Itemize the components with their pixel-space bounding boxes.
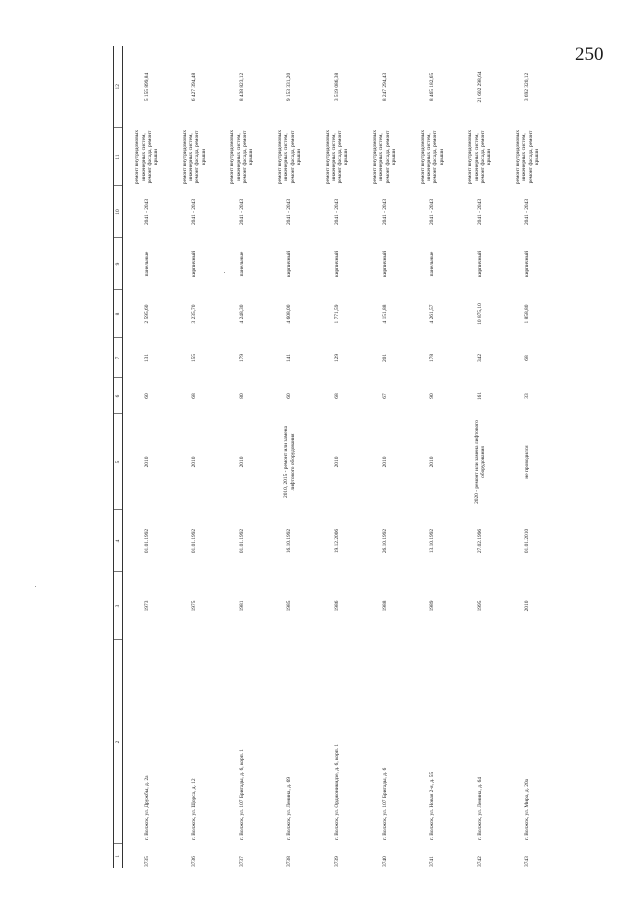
address-cell: г. Волжск, ул. Дружбы, д. 2а: [143, 775, 150, 840]
scan-speck: [224, 272, 225, 273]
scan-speck: [35, 586, 36, 587]
rotated-table-wrapper: [113, 46, 564, 868]
col7-cell: 342: [476, 353, 483, 363]
col7-cell: 129: [334, 353, 341, 363]
walls-cell: кирпичный: [524, 250, 531, 278]
col7-cell: 201: [381, 353, 388, 363]
col7-cell: 179: [238, 353, 245, 363]
table-row: [361, 46, 409, 868]
repair-cell: 2010: [429, 456, 436, 468]
year-cell: 1995: [476, 600, 483, 612]
repair-cell: 2010, 2015 - ремонт или замена лифтового оборудования: [283, 426, 296, 498]
row-number: 3738: [286, 856, 293, 867]
area-cell: 1 771,59: [334, 304, 341, 324]
walls-cell: кирпичный: [286, 250, 293, 278]
row-number: 3742: [476, 856, 483, 867]
row-number: 3737: [238, 856, 245, 867]
address-cell: г. Волжск, ул. Мира, д. 20а: [524, 778, 531, 840]
year-cell: 1981: [238, 600, 245, 612]
period-cell: 2041 - 2043: [191, 198, 198, 226]
address-cell: г. Волжск, ул. Новая 2-я, д. 55: [429, 771, 436, 840]
period-cell: 2041 - 2043: [143, 198, 150, 226]
column-header: 9: [114, 238, 123, 290]
row-number: 3735: [143, 856, 150, 867]
column-number-row: [114, 46, 123, 868]
works-cell: ремонт внутридомовых инженерных систем, ремонт фасада, ремонт крыши: [467, 129, 493, 185]
cost-cell: 3 519 086,38: [334, 72, 341, 102]
year-cell: 1985: [286, 600, 293, 612]
table-row: [313, 46, 361, 868]
address-cell: г. Волжск, ул. Ленина, д. 69: [286, 777, 293, 840]
column-header: 7: [114, 338, 123, 378]
period-cell: 2041 - 2043: [524, 198, 531, 226]
address-cell: г. Волжск, ул. 107 Бригады, д. 6, корп. 1: [238, 749, 245, 840]
period-cell: 2041 - 2043: [286, 198, 293, 226]
walls-cell: панельные: [143, 251, 150, 277]
col6-cell: 68: [334, 393, 341, 399]
date-cell: 13.10.1992: [429, 528, 436, 554]
column-header: 4: [114, 510, 123, 572]
cost-cell: 8 465 182,65: [429, 72, 436, 102]
date-cell: 01.01.2010: [524, 528, 531, 554]
repair-cell: не проводился: [524, 445, 531, 479]
col7-cell: 155: [191, 353, 198, 363]
date-cell: 26.10.1992: [381, 528, 388, 554]
col6-cell: 60: [286, 393, 293, 399]
column-header: 6: [114, 378, 123, 414]
date-cell: 27.02.1996: [476, 528, 483, 554]
works-cell: ремонт внутридомовых инженерных систем, ремонт фасада, ремонт крыши: [134, 129, 160, 185]
year-cell: 1989: [429, 600, 436, 612]
walls-cell: панельные: [429, 251, 436, 277]
area-cell: 4 248,30: [238, 304, 245, 324]
column-header: 8: [114, 290, 123, 338]
walls-cell: кирпичный: [381, 250, 388, 278]
housing-register-table: [113, 46, 551, 868]
col6-cell: 60: [143, 393, 150, 399]
column-header: 2: [114, 640, 123, 844]
repair-cell: 2020 - ремонт или замена лифтового оборудования: [473, 420, 486, 504]
row-number: 3736: [191, 856, 198, 867]
repair-cell: 2010: [191, 456, 198, 468]
address-cell: г. Волжск, ул. Щорса, д. 12: [191, 778, 198, 840]
column-header: 5: [114, 414, 123, 510]
year-cell: 1973: [143, 600, 150, 612]
date-cell: 19.12.2006: [334, 528, 341, 554]
row-number: 3739: [334, 856, 341, 867]
area-cell: 3 235,70: [191, 304, 198, 324]
works-cell: ремонт внутридомовых инженерных систем, ремонт фасада, ремонт крыши: [229, 129, 255, 185]
cost-cell: 8 438 823,12: [238, 72, 245, 102]
col6-cell: 67: [381, 393, 388, 399]
col6-cell: 80: [238, 393, 245, 399]
walls-cell: кирпичный: [191, 250, 198, 278]
table-row: [409, 46, 457, 868]
works-cell: ремонт внутридомовых инженерных систем, ремонт фасада, ремонт крыши: [372, 129, 398, 185]
walls-cell: кирпичный: [476, 250, 483, 278]
walls-cell: панельные: [238, 251, 245, 277]
col7-cell: 141: [286, 353, 293, 363]
address-cell: г. Волжск, ул. Орджоникидзе, д. 6, корп. 1: [334, 743, 341, 840]
period-cell: 2041 - 2043: [476, 198, 483, 226]
period-cell: 2041 - 2043: [429, 198, 436, 226]
works-cell: ремонт внутридомовых инженерных систем, ремонт фасада, ремонт крыши: [181, 129, 207, 185]
column-header: 11: [114, 128, 123, 186]
year-cell: 1988: [381, 600, 388, 612]
cost-cell: 9 153 331,20: [286, 72, 293, 102]
works-cell: ремонт внутридомовых инженерных систем, ремонт фасада, ремонт крыши: [419, 129, 445, 185]
area-cell: 10 875,10: [476, 303, 483, 325]
col7-cell: 178: [429, 353, 436, 363]
cost-cell: 6 427 394,48: [191, 72, 198, 102]
address-cell: г. Волжск, ул. 107 Бригады, д. 6: [381, 767, 388, 840]
date-cell: 01.01.1992: [191, 528, 198, 554]
table-row: [266, 46, 314, 868]
row-number: 3740: [381, 856, 388, 867]
repair-cell: 2010: [334, 456, 341, 468]
year-cell: 1986: [334, 600, 341, 612]
table-row: [504, 46, 552, 868]
works-cell: ремонт внутридомовых инженерных систем, ремонт фасада, ремонт крыши: [324, 129, 350, 185]
col7-cell: 68: [524, 355, 531, 361]
cost-cell: 8 247 294,43: [381, 72, 388, 102]
period-cell: 2041 - 2043: [381, 198, 388, 226]
area-cell: 4 151,88: [381, 304, 388, 324]
period-cell: 2041 - 2043: [334, 198, 341, 226]
row-number: 3741: [429, 856, 436, 867]
cost-cell: 5 155 899,84: [143, 72, 150, 102]
address-cell: г. Волжск, ул. Ленина, д. 64: [476, 777, 483, 840]
table-row: [456, 46, 504, 868]
col6-cell: 33: [524, 393, 531, 399]
cost-cell: 3 692 320,12: [524, 72, 531, 102]
repair-cell: 2010: [238, 456, 245, 468]
repair-cell: 2010: [381, 456, 388, 468]
walls-cell: кирпичный: [334, 250, 341, 278]
year-cell: 2010: [524, 600, 531, 612]
area-cell: 2 595,60: [143, 304, 150, 324]
area-cell: 4 608,00: [286, 304, 293, 324]
works-cell: ремонт внутридомовых инженерных систем, ремонт фасада, ремонт крыши: [514, 129, 540, 185]
works-cell: ремонт внутридомовых инженерных систем, ремонт фасада, ремонт крыши: [276, 129, 302, 185]
row-number: 3743: [524, 856, 531, 867]
col7-cell: 131: [143, 353, 150, 363]
col6-cell: 161: [476, 391, 483, 401]
column-header: 12: [114, 46, 123, 128]
col6-cell: 90: [429, 393, 436, 399]
area-cell: 1 858,80: [524, 304, 531, 324]
column-header: 3: [114, 572, 123, 640]
date-cell: 01.01.1992: [143, 528, 150, 554]
rotated-table-sheet: [113, 46, 564, 868]
table-row: [218, 46, 266, 868]
period-cell: 2041 - 2043: [238, 198, 245, 226]
page-number: 250: [575, 44, 604, 65]
repair-cell: 2010: [143, 456, 150, 468]
col6-cell: 68: [191, 393, 198, 399]
cost-cell: 21 602 298,64: [476, 71, 483, 103]
column-header: 10: [114, 186, 123, 238]
table-row: [171, 46, 219, 868]
area-cell: 4 261,57: [429, 304, 436, 324]
table-row: [123, 46, 171, 868]
column-header: 1: [114, 844, 123, 868]
date-cell: 01.01.1992: [238, 528, 245, 554]
year-cell: 1975: [191, 600, 198, 612]
date-cell: 16.10.1992: [286, 528, 293, 554]
